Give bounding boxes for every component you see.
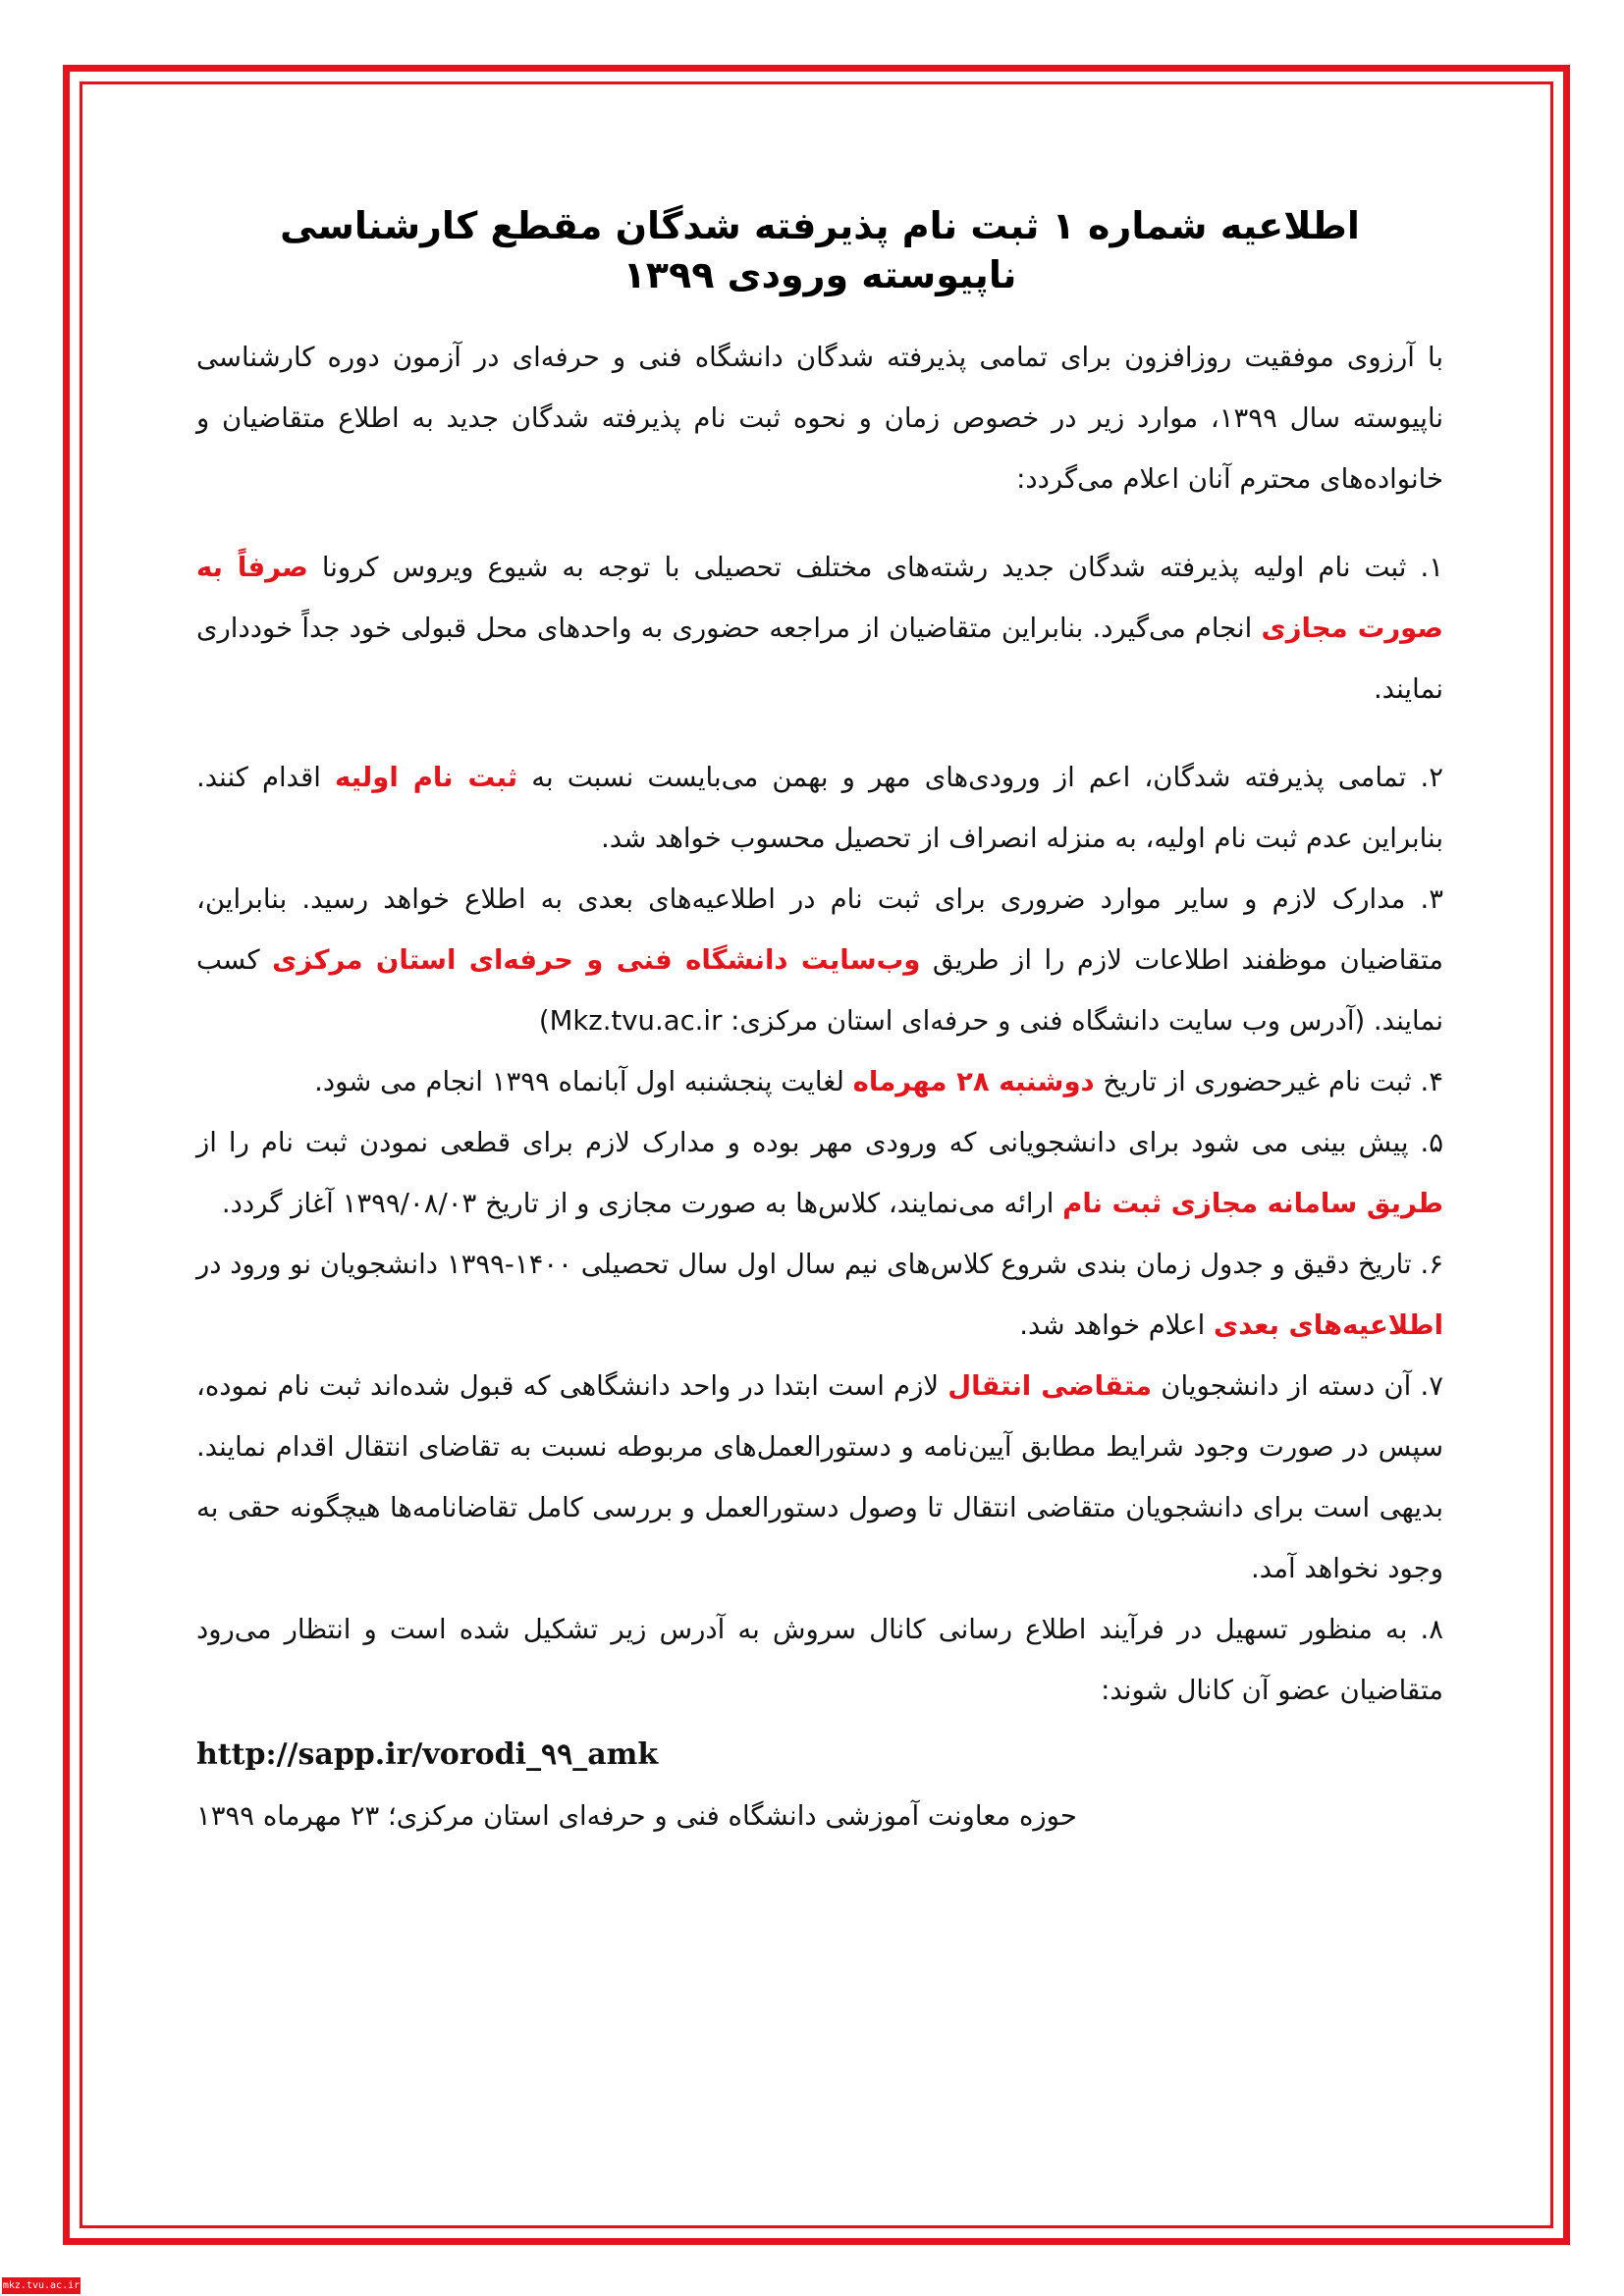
item-1-text-a: ۱. ثبت نام اولیه پذیرفته شدگان جدید رشته‌های مختلف تحصیلی با توجه به شیوع ویروس کرونا — [307, 552, 1444, 583]
channel-link[interactable]: http://sapp.ir/vorodi_۹۹_amk — [196, 1737, 659, 1772]
item-6 — [196, 1234, 1443, 1356]
item-7-text-a: ۷. آن دسته از دانشجویان — [1152, 1370, 1443, 1402]
item-7-text-b: لازم است ابتدا در واحد دانشگاهی که قبول شده‌اند ثبت نام نموده، سپس در صورت وجود شرایط مطابق آیین‌نامه و دستورالعمل‌های مربوطه نسبت به تقاضای انتقال اقدام نمایند. بدیهی است برای دانشجویان متقاضی انتقال تا وصول دستورالعمل و بررسی کامل تقاضانامه‌ها هیچگونه حقی به وجود نخواهد آمد. — [196, 1370, 1443, 1584]
footer-signature: حوزه معاونت آموزشی دانشگاه فنی و حرفه‌ای استان مرکزی؛ ۲۳ مهرماه ۱۳۹۹ — [196, 1800, 1077, 1832]
item-3-text-a: ۳. مدارک لازم و سایر موارد ضروری برای ثبت نام در اطلاعیه‌های بعدی به اطلاع خواهد رسید. بنابراین، متقاضیان موظفند اطلاعات لازم را از طریق — [196, 883, 1444, 976]
item-3-text-b: کسب نمایند. (آدرس وب سایت دانشگاه فنی و حرفه‌ای استان مرکزی: — [196, 944, 1443, 1037]
item-6-highlight: اطلاعیه‌های بعدی — [1213, 1309, 1443, 1341]
item-7 — [196, 1356, 1443, 1599]
site-watermark-badge: mkz.tvu.ac.ir — [2, 2277, 81, 2294]
item-5-text-a: ۵. پیش بینی می شود برای دانشجویانی که ورودی مهر بوده و مدارک لازم برای قطعی نمودن ثبت نام را از — [196, 1127, 1443, 1158]
announcement-title: اطلاعیه شماره ۱ ثبت نام پذیرفته شدگان مقطع کارشناسی ناپیوسته ورودی ۱۳۹۹ — [280, 204, 1360, 296]
item-6-text-b: اعلام خواهد شد. — [1019, 1309, 1214, 1341]
item-4-highlight: دوشنبه ۲۸ مهرماه — [852, 1066, 1095, 1097]
item-4-text-b: لغایت پنجشنبه اول آبانماه ۱۳۹۹ انجام می شود. — [314, 1066, 853, 1097]
item-5 — [196, 1112, 1443, 1234]
item-3-highlight: وب‌سایت دانشگاه فنی و حرفه‌ای استان مرکزی — [272, 944, 921, 976]
item-2 — [196, 747, 1443, 869]
footer-signature-line — [196, 1786, 1443, 1846]
item-1-text-b: انجام می‌گیرد. بنابراین متقاضیان از مراجعه حضوری به واحدهای محل قبولی خود جداً خودداری نمایند. — [196, 613, 1443, 705]
item-4 — [196, 1051, 1443, 1112]
item-1-highlight: صرفاً به صورت مجازی — [196, 552, 1443, 644]
intro-paragraph: با آرزوی موفقیت روزافزون برای تمامی پذیرفته شدگان دانشگاه فنی و حرفه‌ای در آزمون دوره کارشناسی ناپیوسته سال ۱۳۹۹، موارد زیر در خصوص زمان و نحوه ثبت نام پذیرفته شدگان جدید به اطلاع متقاضیان و خانواده‌های محترم آنان اعلام می‌گردد: — [196, 342, 1443, 495]
item-3-text-c: ) — [538, 1005, 550, 1037]
item-7-highlight: متقاضی انتقال — [947, 1370, 1153, 1402]
item-4-text-a: ۴. ثبت نام غیرحضوری از تاریخ — [1094, 1066, 1443, 1097]
item-5-text-b: ارائه می‌نمایند، کلاس‌ها به صورت مجازی و از تاریخ ۱۳۹۹/۰۸/۰۳ آغاز گردد. — [221, 1188, 1063, 1219]
item-6-text-a: ۶. تاریخ دقیق و جدول زمان بندی شروع کلاس‌های نیم سال اول سال تحصیلی ۱۴۰۰-۱۳۹۹ دانشجویان نو ورود در — [196, 1249, 1443, 1280]
item-2-text-b: اقدام کنند. بنابراین عدم ثبت نام اولیه، به منزله انصراف از تحصیل محسوب خواهد شد. — [196, 762, 1443, 854]
item-1 — [196, 537, 1443, 720]
item-5-highlight: طریق سامانه مجازی ثبت نام — [1062, 1188, 1443, 1219]
item-2-text-a: ۲. تمامی پذیرفته شدگان، اعم از ورودی‌های مهر و بهمن می‌بایست نسبت به — [517, 762, 1443, 793]
website-url[interactable]: Mkz.tvu.ac.ir — [549, 1005, 723, 1037]
item-8: ۸. به منظور تسهیل در فرآیند اطلاع رسانی کانال سروش به آدرس زیر تشکیل شده است و انتظار می‌رود متقاضیان عضو آن کانال شوند: — [196, 1614, 1443, 1706]
item-3 — [196, 869, 1443, 1051]
announcement-body — [196, 201, 1443, 1846]
item-2-highlight: ثبت نام اولیه — [335, 762, 518, 793]
